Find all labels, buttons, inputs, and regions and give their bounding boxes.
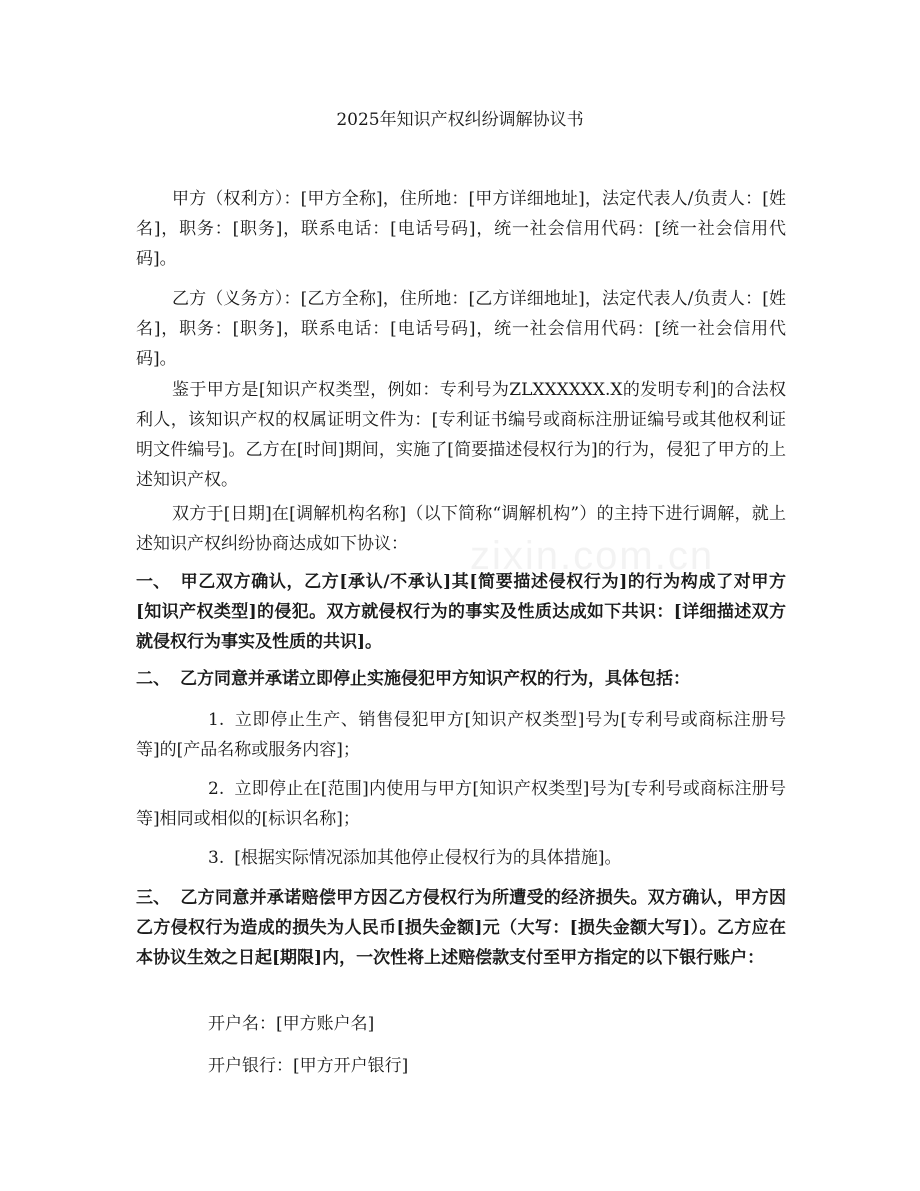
account-name: 开户名：[甲方账户名]	[208, 1014, 375, 1034]
list-item	[136, 843, 786, 873]
list-item-number: 1.	[208, 710, 225, 730]
list-item	[136, 705, 786, 765]
clause-two-number: 二、	[136, 669, 170, 689]
party-a-paragraph: 甲方（权利方）：[甲方全称]，住所地：[甲方详细地址]，法定代表人/负责人：[姓名]，职务：[职务]，联系电话：[电话号码]，统一社会信用代码：[统一社会信用代码]。	[136, 189, 786, 269]
list-item-text: 立即停止在[范围]内使用与甲方[知识产权类型]号为[专利号或商标注册号等]相同或相似的[标识名称]；	[136, 779, 786, 829]
account-bank: 开户银行：[甲方开户银行]	[208, 1056, 409, 1076]
document-title: 2025年知识产权纠纷调解协议书	[336, 110, 584, 130]
clause-three-number: 三、	[136, 888, 170, 908]
clause-one	[136, 567, 786, 657]
clause-one-text: 甲乙双方确认，乙方[承认/不承认]其[简要描述侵权行为]的行为构成了对甲方[知识产权类型]的侵犯。双方就侵权行为的事实及性质达成如下共识：[详细描述双方就侵权行为事实及性质的共识]。	[136, 572, 786, 652]
list-item	[136, 774, 786, 834]
watermark: zixin.com.cn	[470, 534, 715, 578]
list-item-number: 2.	[208, 779, 225, 799]
party-b-paragraph: 乙方（义务方）：[乙方全称]，住所地：[乙方详细地址]，法定代表人/负责人：[姓名]，职务：[职务]，联系电话：[电话号码]，统一社会信用代码：[统一社会信用代码]。	[136, 289, 786, 369]
list-item-number: 3.	[208, 848, 225, 868]
mediation-paragraph: 双方于[日期]在[调解机构名称]（以下简称“调解机构”）的主持下进行调解，就上述知识产权纠纷协商达成如下协议：	[136, 504, 786, 554]
clause-one-number: 一、	[136, 572, 170, 592]
clause-three-text: 乙方同意并承诺赔偿甲方因乙方侵权行为所遭受的经济损失。双方确认，甲方因乙方侵权行为造成的损失为人民币[损失金额]元（大写：[损失金额大写]）。乙方应在本协议生效之日起[期限]内，一次性将上述赔偿款支付至甲方指定的以下银行账户：	[136, 888, 786, 968]
clause-two-text: 乙方同意并承诺立即停止实施侵犯甲方知识产权的行为，具体包括：	[180, 669, 690, 689]
background-paragraph: 鉴于甲方是[知识产权类型，例如：专利号为ZLXXXXXX.X的发明专利]的合法权利人，该知识产权的权属证明文件为：[专利证书编号或商标注册证编号或其他权利证明文件编号]。乙方在[时间]期间，实施了[简要描述侵权行为]的行为，侵犯了甲方的上述知识产权。	[136, 380, 786, 490]
clause-two	[136, 664, 786, 694]
list-item-text: [根据实际情况添加其他停止侵权行为的具体措施]。	[234, 848, 622, 868]
clause-three	[136, 883, 786, 973]
list-item-text: 立即停止生产、销售侵犯甲方[知识产权类型]号为[专利号或商标注册号等]的[产品名称或服务内容]；	[136, 710, 786, 760]
